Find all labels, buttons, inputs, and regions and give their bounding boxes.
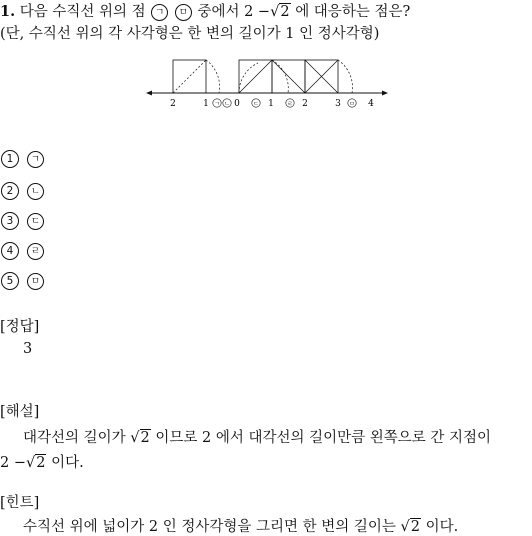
point-label: ㄷ <box>253 101 259 108</box>
option-number: 3 <box>1 212 19 230</box>
option-choice: ㄴ <box>27 183 44 200</box>
option-number: 5 <box>1 272 19 290</box>
point-label-c-group <box>252 99 260 108</box>
tick-label: 2 <box>170 99 176 109</box>
option-5[interactable] <box>1 272 44 290</box>
option-4[interactable] <box>1 242 44 260</box>
answer-heading: [정답] <box>0 319 40 335</box>
point-marker-b: ㅁ <box>175 4 192 21</box>
tick-label: 2 <box>302 99 308 109</box>
sqrt-expression: √2 <box>400 519 420 535</box>
hint-heading: [힌트] <box>0 495 40 511</box>
option-3[interactable] <box>1 212 44 230</box>
axis-arrow-right <box>382 91 388 96</box>
sqrt-expression: √2 <box>130 430 150 446</box>
point-marker-a: ㄱ <box>151 4 168 21</box>
question-text-c: 에 대응하는 점은? <box>295 4 411 20</box>
option-choice: ㄷ <box>27 213 44 230</box>
option-2[interactable] <box>1 182 44 200</box>
tick-label: 3 <box>335 99 341 109</box>
arc-3 <box>272 60 288 93</box>
point-label-e-group <box>348 99 356 108</box>
point-label: ㄱ <box>214 101 220 108</box>
diagonal-2 <box>239 60 272 93</box>
explanation-line-1: 대각선의 길이가 √2 이므로 2 에서 대각선의 길이만큼 왼쪽으로 간 지점이 <box>23 430 492 446</box>
number-line-svg <box>140 55 390 113</box>
point-label-b-group <box>223 99 231 108</box>
hint-line: 수직선 위에 넓이가 2 인 정사각형을 그리면 한 변의 길이는 √2 이다. <box>23 519 459 535</box>
number-line-figure <box>140 55 390 117</box>
option-number: 2 <box>1 182 19 200</box>
point-label-d-group <box>286 99 294 108</box>
tick-label: 1 <box>268 99 274 109</box>
option-choice: ㄱ <box>27 151 44 168</box>
question-line <box>0 0 410 21</box>
arc-1 <box>206 60 220 93</box>
explanation-line-2: 2 −√2 이다. <box>0 455 84 471</box>
explanation-heading: [해설] <box>0 404 40 420</box>
unit-square-1 <box>173 60 206 93</box>
option-1[interactable] <box>1 150 44 168</box>
diagonal-1 <box>173 60 206 93</box>
option-choice: ㄹ <box>27 243 44 260</box>
question-condition: (단, 수직선 위의 각 사각형은 한 변의 길이가 1 인 정사각형) <box>0 26 380 42</box>
tick-label: 1 <box>203 99 209 109</box>
option-choice: ㅁ <box>27 273 44 290</box>
sqrt-expression: √2 <box>25 455 46 471</box>
axis-arrow-left <box>146 91 152 96</box>
point-label: ㄴ <box>224 101 230 108</box>
question-number: 1. <box>0 3 16 20</box>
option-number: 1 <box>1 150 19 168</box>
tick-label: 0 <box>234 99 240 109</box>
arc-2 <box>239 63 258 93</box>
point-label: ㅁ <box>349 101 355 108</box>
option-number: 4 <box>1 242 19 260</box>
point-label: ㄹ <box>287 101 293 108</box>
point-label-a-group <box>213 99 221 108</box>
question-text-b: 중에서 2 − <box>197 4 271 20</box>
tick-label: 4 <box>368 99 374 109</box>
arc-4 <box>338 60 352 93</box>
sqrt-expression: √2 <box>270 4 290 20</box>
answer-value: 3 <box>23 341 33 357</box>
question-text-a: 다음 수직선 위의 점 <box>19 4 146 20</box>
